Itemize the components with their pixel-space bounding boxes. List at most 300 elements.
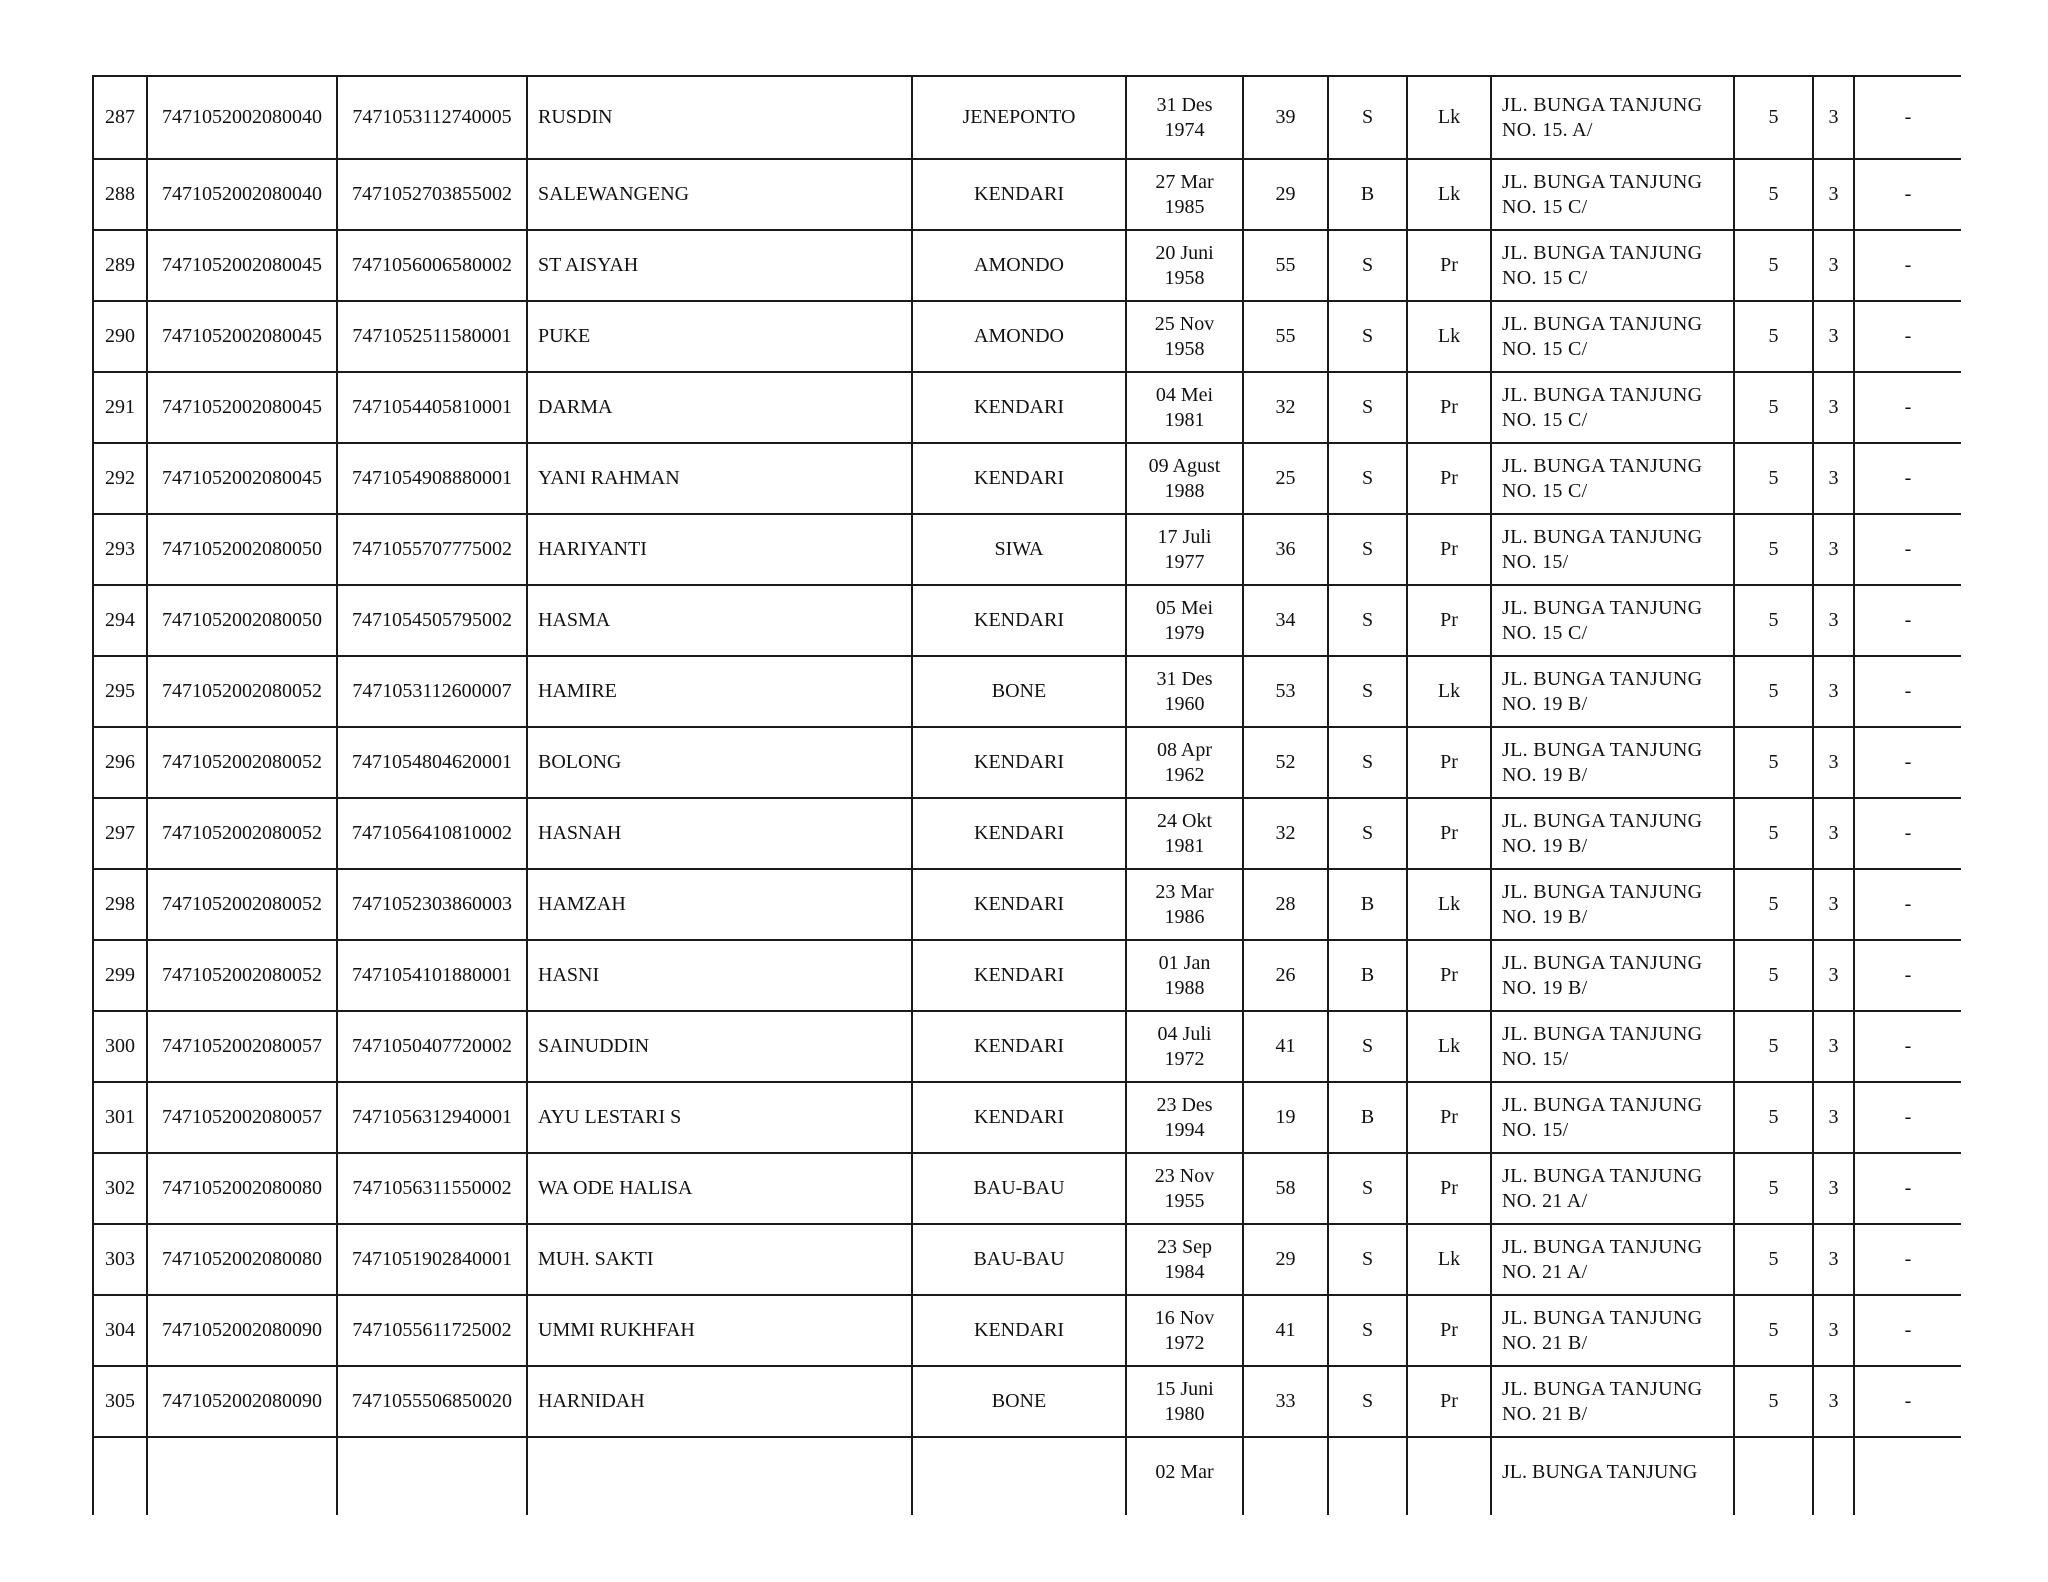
family-card-number: 7471052002080057: [162, 1035, 322, 1057]
table-row: [93, 940, 1961, 1011]
id-number: 7471056311550002: [352, 1177, 512, 1199]
note-cell: [1854, 443, 1961, 514]
address-number: NO. 19 B/: [1502, 763, 1588, 786]
rt-number-cell: [1734, 1224, 1813, 1295]
table-row: [93, 76, 1961, 159]
resident-name-cell: [527, 159, 912, 230]
marital-status-cell: [1328, 1224, 1407, 1295]
note: -: [1904, 325, 1912, 347]
address-street: JL. BUNGA TANJUNG: [1502, 93, 1703, 116]
age: 29: [1275, 183, 1296, 205]
date-of-birth-cell: [1126, 301, 1243, 372]
marital-status: S: [1361, 538, 1374, 560]
dob-day-month: 02 Mar: [1155, 1461, 1214, 1483]
dob-year: 1960: [1164, 692, 1205, 715]
address-street: JL. BUNGA TANJUNG: [1502, 383, 1703, 406]
family-card-number-cell: [147, 159, 337, 230]
rw-number-cell: [1813, 1437, 1854, 1515]
gender-cell: [1407, 1224, 1491, 1295]
dob-day-month: 04 Juli: [1157, 1022, 1212, 1045]
marital-status: B: [1360, 183, 1375, 205]
dob-year: 1984: [1164, 1260, 1205, 1283]
marital-status: S: [1361, 1177, 1374, 1199]
rt-number-cell: [1734, 1295, 1813, 1366]
address-street: JL. BUNGA TANJUNG: [1502, 596, 1703, 619]
table-body: [93, 76, 1961, 1515]
row-number-cell: [93, 1011, 147, 1082]
family-card-number: 7471052002080080: [162, 1177, 322, 1199]
birthplace-cell: [912, 230, 1126, 301]
marital-status-cell: [1328, 798, 1407, 869]
dob-day-month: 09 Agust: [1148, 454, 1221, 477]
dob-year: 1988: [1164, 479, 1205, 502]
rw-number: 3: [1828, 183, 1839, 205]
row-number-cell: [93, 230, 147, 301]
row-number: 290: [105, 325, 135, 347]
family-card-number-cell: [147, 443, 337, 514]
address-number: NO. 19 B/: [1502, 834, 1588, 857]
age: 32: [1275, 822, 1296, 844]
id-number: 7471050407720002: [352, 1035, 512, 1057]
dob-year: 1981: [1164, 834, 1205, 857]
address-cell: [1491, 514, 1734, 585]
gender-cell: [1407, 159, 1491, 230]
id-number: 7471054804620001: [352, 751, 512, 773]
rw-number: 3: [1828, 1177, 1839, 1199]
dob-year: 1962: [1164, 763, 1205, 786]
row-number: 302: [105, 1177, 135, 1199]
resident-name-cell: [527, 869, 912, 940]
gender-cell: [1407, 301, 1491, 372]
rw-number-cell: [1813, 1295, 1854, 1366]
id-number-cell: [337, 869, 527, 940]
note: -: [1904, 254, 1912, 276]
gender-cell: [1407, 1153, 1491, 1224]
rw-number-cell: [1813, 159, 1854, 230]
marital-status-cell: [1328, 656, 1407, 727]
age-cell: [1243, 585, 1328, 656]
dob-year: 1958: [1164, 337, 1205, 360]
rw-number: 3: [1828, 1319, 1839, 1341]
rt-number: 5: [1768, 325, 1779, 347]
rw-number: 3: [1828, 609, 1839, 631]
rw-number-cell: [1813, 585, 1854, 656]
rt-number: 5: [1768, 609, 1779, 631]
id-number: 7471055611725002: [352, 1319, 512, 1341]
birthplace-cell: [912, 1082, 1126, 1153]
birthplace: KENDARI: [974, 1106, 1064, 1128]
id-number-cell: [337, 159, 527, 230]
birthplace: BONE: [991, 1390, 1047, 1412]
dob-day-month: 01 Jan: [1158, 951, 1211, 974]
family-card-number-cell: [147, 1366, 337, 1437]
gender-cell: [1407, 1011, 1491, 1082]
gender-cell: [1407, 727, 1491, 798]
birthplace: SIWA: [994, 538, 1044, 560]
marital-status: S: [1361, 1035, 1374, 1057]
family-card-number: 7471052002080052: [162, 822, 322, 844]
age-cell: [1243, 1295, 1328, 1366]
birthplace: AMONDO: [974, 325, 1064, 347]
address-street: JL. BUNGA TANJUNG: [1502, 241, 1703, 264]
id-number-cell: [337, 1295, 527, 1366]
resident-name-cell: [527, 585, 912, 656]
age-cell: [1243, 230, 1328, 301]
age-cell: [1243, 940, 1328, 1011]
birthplace-cell: [912, 656, 1126, 727]
birthplace-cell: [912, 1153, 1126, 1224]
table-row: [93, 1295, 1961, 1366]
rt-number-cell: [1734, 159, 1813, 230]
id-number: 7471054405810001: [352, 396, 512, 418]
note-cell: [1854, 727, 1961, 798]
dob-day-month: 31 Des: [1156, 667, 1213, 690]
address-street: JL. BUNGA TANJUNG: [1502, 1022, 1703, 1045]
row-number: 291: [105, 396, 135, 418]
resident-name-cell: [527, 656, 912, 727]
table-row: [93, 798, 1961, 869]
id-number-cell: [337, 1366, 527, 1437]
marital-status: S: [1361, 609, 1374, 631]
id-number: 7471054505795002: [352, 609, 512, 631]
id-number: 7471054908880001: [352, 467, 512, 489]
table-row: [93, 869, 1961, 940]
gender: Lk: [1437, 325, 1461, 347]
age-cell: [1243, 656, 1328, 727]
note-cell: [1854, 656, 1961, 727]
rw-number-cell: [1813, 1366, 1854, 1437]
rt-number: 5: [1768, 1248, 1779, 1270]
marital-status-cell: [1328, 443, 1407, 514]
date-of-birth-cell: [1126, 76, 1243, 159]
address-cell: [1491, 372, 1734, 443]
dob-day-month: 25 Nov: [1154, 312, 1215, 335]
resident-name-cell: [527, 443, 912, 514]
address-cell: [1491, 1153, 1734, 1224]
dob-day-month: 20 Juni: [1155, 241, 1214, 264]
rw-number: 3: [1828, 1035, 1839, 1057]
marital-status: S: [1361, 1248, 1374, 1270]
birthplace: KENDARI: [974, 751, 1064, 773]
dob-day-month: 23 Mar: [1155, 880, 1214, 903]
age: 32: [1275, 396, 1296, 418]
birthplace-cell: [912, 372, 1126, 443]
birthplace: KENDARI: [974, 396, 1064, 418]
birthplace-cell: [912, 1224, 1126, 1295]
dob-year: 1972: [1164, 1331, 1205, 1354]
table-row: [93, 656, 1961, 727]
address-street: JL. BUNGA TANJUNG: [1502, 809, 1703, 832]
gender-cell: [1407, 514, 1491, 585]
gender: Lk: [1437, 1248, 1461, 1270]
resident-name-cell: [527, 76, 912, 159]
row-number-cell: [93, 1082, 147, 1153]
rw-number: 3: [1828, 964, 1839, 986]
rw-number-cell: [1813, 656, 1854, 727]
resident-name: AYU LESTARI S: [538, 1106, 682, 1128]
rw-number: 3: [1828, 1390, 1839, 1412]
date-of-birth-cell: [1126, 514, 1243, 585]
gender: Lk: [1437, 1035, 1461, 1057]
row-number: 297: [105, 822, 135, 844]
gender: Pr: [1440, 1106, 1458, 1128]
rt-number: 5: [1768, 1035, 1779, 1057]
rt-number-cell: [1734, 1082, 1813, 1153]
rt-number: 5: [1768, 822, 1779, 844]
note-cell: [1854, 1153, 1961, 1224]
resident-name: ST AISYAH: [538, 254, 639, 276]
row-number: 300: [105, 1035, 135, 1057]
marital-status-cell: [1328, 1366, 1407, 1437]
dob-year: 1979: [1164, 621, 1205, 644]
age-cell: [1243, 1153, 1328, 1224]
rw-number: 3: [1828, 254, 1839, 276]
address-street: JL. BUNGA TANJUNG: [1502, 1164, 1703, 1187]
family-card-number-cell: [147, 798, 337, 869]
gender: Pr: [1440, 964, 1458, 986]
gender-cell: [1407, 76, 1491, 159]
date-of-birth-cell: [1126, 869, 1243, 940]
resident-name-cell: [527, 1082, 912, 1153]
rt-number-cell: [1734, 727, 1813, 798]
rw-number: 3: [1828, 751, 1839, 773]
age: 39: [1275, 106, 1296, 128]
marital-status: S: [1361, 325, 1374, 347]
resident-name: HASNI: [538, 964, 600, 986]
date-of-birth-cell: [1126, 940, 1243, 1011]
marital-status-cell: [1328, 727, 1407, 798]
age-cell: [1243, 372, 1328, 443]
gender-cell: [1407, 1082, 1491, 1153]
family-card-number-cell: [147, 1011, 337, 1082]
rt-number: 5: [1768, 1390, 1779, 1412]
note-cell: [1854, 1437, 1961, 1515]
marital-status-cell: [1328, 514, 1407, 585]
note-cell: [1854, 585, 1961, 656]
rt-number: 5: [1768, 964, 1779, 986]
rt-number-cell: [1734, 869, 1813, 940]
id-number-cell: [337, 443, 527, 514]
gender-cell: [1407, 443, 1491, 514]
id-number-cell: [337, 1082, 527, 1153]
address-number: NO. 21 A/: [1502, 1260, 1588, 1283]
gender: Pr: [1440, 609, 1458, 631]
address-number: NO. 15 C/: [1502, 479, 1588, 502]
row-number-cell: [93, 1153, 147, 1224]
table-row-partial: [93, 1437, 1961, 1515]
birthplace-cell: [912, 159, 1126, 230]
gender-cell: [1407, 798, 1491, 869]
age: 55: [1275, 325, 1296, 347]
id-number-cell: [337, 301, 527, 372]
gender-cell: [1407, 372, 1491, 443]
note: -: [1904, 1248, 1912, 1270]
birthplace: KENDARI: [974, 822, 1064, 844]
dob-year: 1980: [1164, 1402, 1205, 1425]
rw-number: 3: [1828, 1248, 1839, 1270]
birthplace: JENEPONTO: [962, 106, 1076, 128]
family-card-number: 7471052002080050: [162, 538, 322, 560]
gender: Pr: [1440, 396, 1458, 418]
family-card-number: 7471052002080045: [162, 254, 322, 276]
note-cell: [1854, 1082, 1961, 1153]
row-number: 305: [105, 1390, 135, 1412]
address-cell: [1491, 1366, 1734, 1437]
birthplace: KENDARI: [974, 1319, 1064, 1341]
address-cell: [1491, 443, 1734, 514]
family-card-number: 7471052002080040: [162, 183, 322, 205]
note-cell: [1854, 1224, 1961, 1295]
family-card-number-cell: [147, 1224, 337, 1295]
rt-number-cell: [1734, 1437, 1813, 1515]
dob-day-month: 23 Des: [1156, 1093, 1213, 1116]
note: -: [1904, 1035, 1912, 1057]
rw-number: 3: [1828, 106, 1839, 128]
id-number-cell: [337, 585, 527, 656]
rt-number: 5: [1768, 467, 1779, 489]
dob-day-month: 27 Mar: [1155, 170, 1214, 193]
birthplace: KENDARI: [974, 467, 1064, 489]
row-number-cell: [93, 159, 147, 230]
rt-number-cell: [1734, 656, 1813, 727]
row-number: 299: [105, 964, 135, 986]
address-number: NO. 21 A/: [1502, 1189, 1588, 1212]
id-number: 7471052511580001: [352, 325, 512, 347]
date-of-birth-cell: [1126, 1082, 1243, 1153]
gender: Pr: [1440, 1390, 1458, 1412]
family-card-number-cell: [147, 869, 337, 940]
note: -: [1904, 1319, 1912, 1341]
age: 28: [1275, 893, 1296, 915]
note: -: [1904, 893, 1912, 915]
gender-cell: [1407, 1295, 1491, 1366]
age-cell: [1243, 159, 1328, 230]
family-card-number: 7471052002080057: [162, 1106, 322, 1128]
age: 26: [1275, 964, 1296, 986]
resident-name: SAINUDDIN: [538, 1035, 650, 1057]
rw-number-cell: [1813, 76, 1854, 159]
age-cell: [1243, 443, 1328, 514]
birthplace-cell: [912, 514, 1126, 585]
marital-status-cell: [1328, 1295, 1407, 1366]
note: -: [1904, 538, 1912, 560]
birthplace: BONE: [991, 680, 1047, 702]
address-number: NO. 15 C/: [1502, 337, 1588, 360]
dob-day-month: 16 Nov: [1154, 1306, 1215, 1329]
id-number-cell: [337, 1224, 527, 1295]
rt-number: 5: [1768, 538, 1779, 560]
resident-name-cell: [527, 1366, 912, 1437]
gender: Pr: [1440, 822, 1458, 844]
address-street: JL. BUNGA TANJUNG: [1502, 667, 1703, 690]
note-cell: [1854, 1011, 1961, 1082]
dob-year: 1986: [1164, 905, 1205, 928]
id-number: 7471051902840001: [352, 1248, 512, 1270]
rt-number: 5: [1768, 254, 1779, 276]
note: -: [1904, 396, 1912, 418]
family-card-number: 7471052002080052: [162, 964, 322, 986]
marital-status: B: [1360, 1106, 1375, 1128]
rw-number: 3: [1828, 325, 1839, 347]
table-row: [93, 301, 1961, 372]
date-of-birth-cell: [1126, 1366, 1243, 1437]
address-street: JL. BUNGA TANJUNG: [1502, 1377, 1703, 1400]
row-number-cell: [93, 869, 147, 940]
note-cell: [1854, 372, 1961, 443]
note: -: [1904, 1177, 1912, 1199]
family-card-number: 7471052002080040: [162, 106, 322, 128]
rw-number-cell: [1813, 940, 1854, 1011]
marital-status-cell: [1328, 230, 1407, 301]
gender-cell: [1407, 230, 1491, 301]
row-number-cell: [93, 372, 147, 443]
birthplace-cell: [912, 585, 1126, 656]
row-number-cell: [93, 1437, 147, 1515]
resident-name: WA ODE HALISA: [538, 1177, 693, 1199]
dob-year: 1972: [1164, 1047, 1205, 1070]
gender: Pr: [1440, 538, 1458, 560]
id-number-cell: [337, 798, 527, 869]
marital-status-cell: [1328, 76, 1407, 159]
row-number-cell: [93, 656, 147, 727]
age: 53: [1275, 680, 1296, 702]
rt-number: 5: [1768, 1106, 1779, 1128]
rw-number-cell: [1813, 1011, 1854, 1082]
birthplace: KENDARI: [974, 1035, 1064, 1057]
row-number: 294: [105, 609, 135, 631]
resident-name: HARNIDAH: [538, 1390, 645, 1412]
row-number-cell: [93, 76, 147, 159]
rt-number: 5: [1768, 680, 1779, 702]
note-cell: [1854, 230, 1961, 301]
address-number: NO. 15/: [1502, 1118, 1569, 1141]
family-card-number-cell: [147, 301, 337, 372]
resident-name-cell: [527, 727, 912, 798]
id-number: 7471056312940001: [352, 1106, 512, 1128]
address-number: NO. 15/: [1502, 550, 1569, 573]
rt-number-cell: [1734, 372, 1813, 443]
resident-name: HASNAH: [538, 822, 622, 844]
marital-status-cell: [1328, 159, 1407, 230]
age-cell: [1243, 727, 1328, 798]
dob-day-month: 31 Des: [1156, 93, 1213, 116]
marital-status-cell: [1328, 372, 1407, 443]
birthplace-cell: [912, 443, 1126, 514]
date-of-birth-cell: [1126, 656, 1243, 727]
resident-table: [92, 75, 1961, 1515]
row-number: 304: [105, 1319, 135, 1341]
rw-number-cell: [1813, 1153, 1854, 1224]
birthplace: KENDARI: [974, 964, 1064, 986]
marital-status-cell: [1328, 1437, 1407, 1515]
id-number-cell: [337, 76, 527, 159]
row-number-cell: [93, 1366, 147, 1437]
address-cell: [1491, 727, 1734, 798]
id-number: 7471054101880001: [352, 964, 512, 986]
id-number: 7471053112740005: [352, 106, 512, 128]
gender: Lk: [1437, 893, 1461, 915]
age: 29: [1275, 1248, 1296, 1270]
rw-number-cell: [1813, 1082, 1854, 1153]
date-of-birth-cell: [1126, 727, 1243, 798]
row-number-cell: [93, 514, 147, 585]
table-row: [93, 514, 1961, 585]
note: -: [1904, 609, 1912, 631]
family-card-number: 7471052002080045: [162, 325, 322, 347]
resident-name: RUSDIN: [538, 106, 613, 128]
note: -: [1904, 964, 1912, 986]
row-number-cell: [93, 301, 147, 372]
